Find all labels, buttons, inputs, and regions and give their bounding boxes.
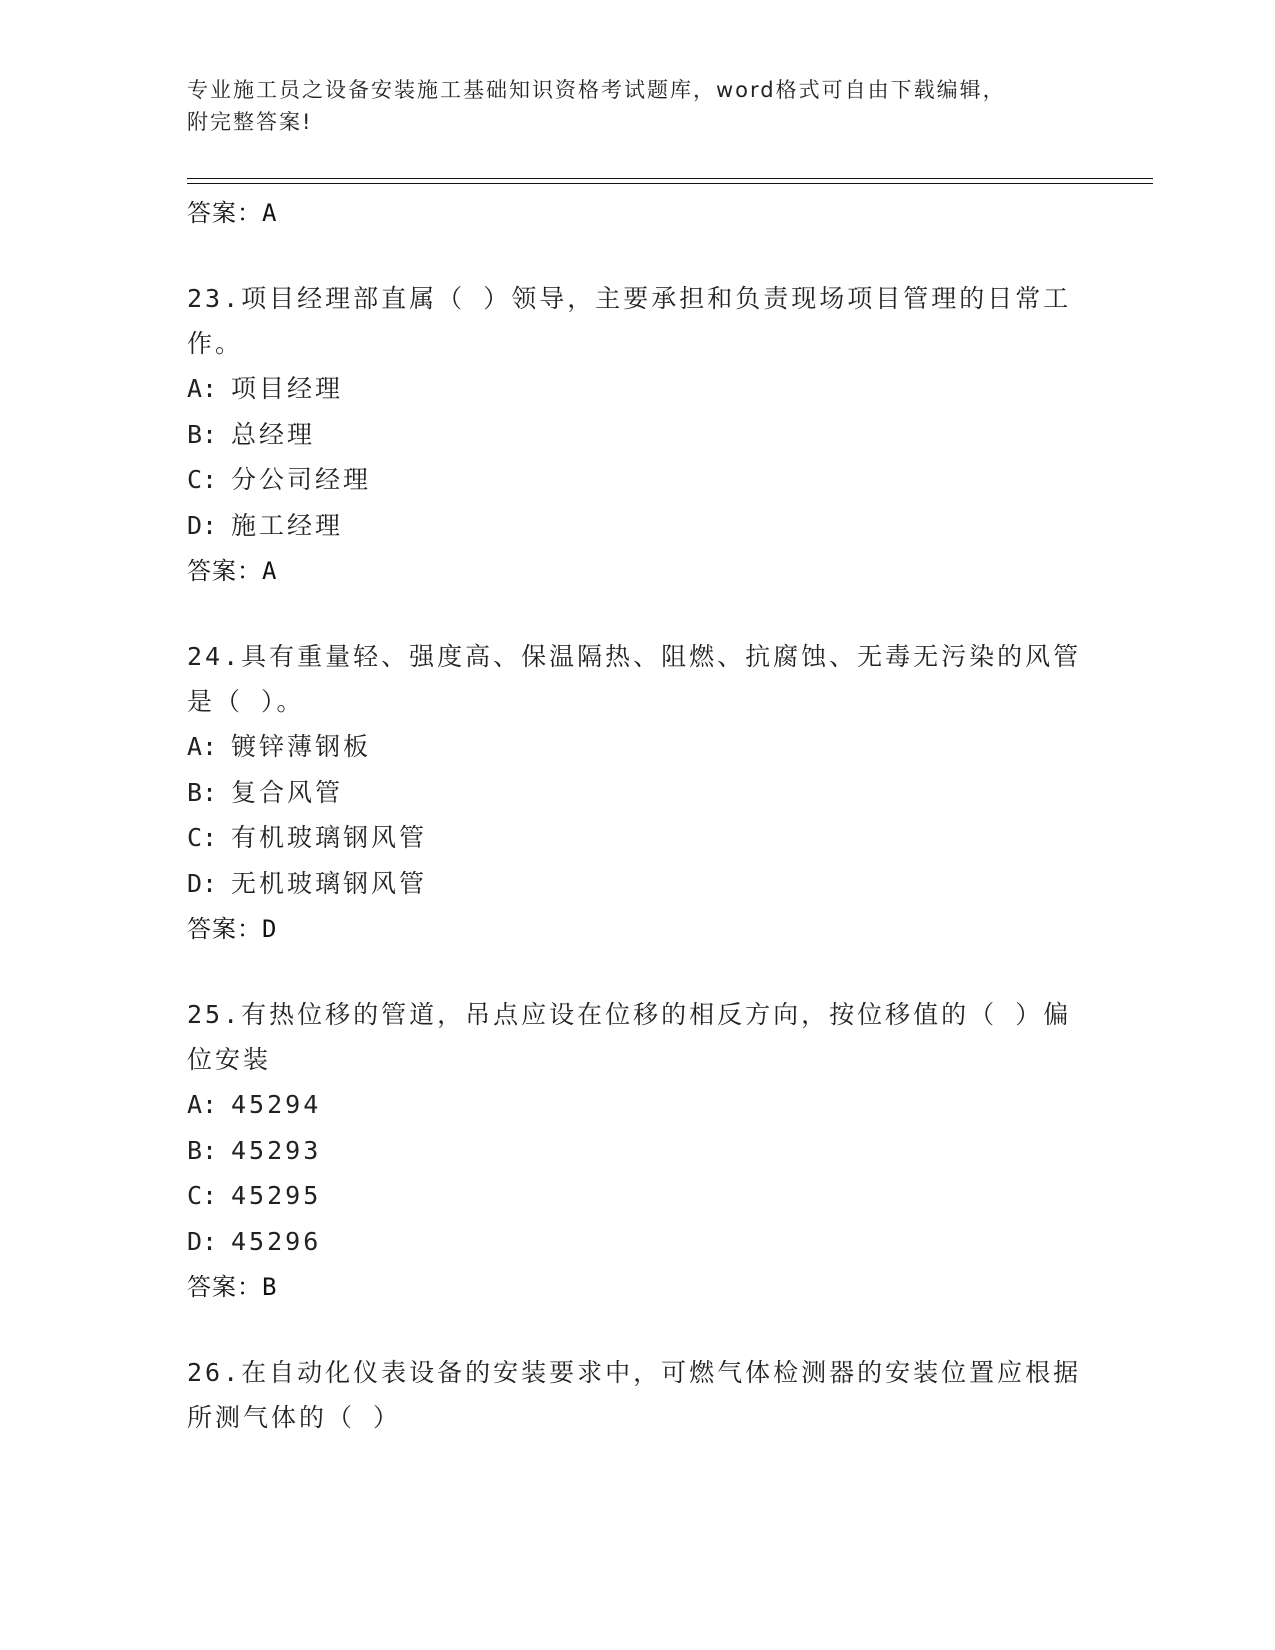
option-key: C: — [187, 465, 218, 494]
option-key: A: — [187, 732, 218, 761]
option-text: 45295 — [231, 1181, 322, 1210]
option-text: 45294 — [231, 1090, 322, 1119]
question-stem: 24.具有重量轻、强度高、保温隔热、阻燃、抗腐蚀、无毒无污染的风管是（ ）。 — [187, 642, 1082, 716]
question-block — [187, 1350, 1087, 1440]
header-divider-top — [187, 178, 1153, 179]
question-stem: 25.有热位移的管道，吊点应设在位移的相反方向，按位移值的（ ）偏位安装 — [187, 1000, 1072, 1074]
option-d — [187, 1219, 1087, 1265]
document-header — [187, 74, 1067, 138]
option-key: A: — [187, 1090, 218, 1119]
option-text: 总经理 — [231, 419, 316, 449]
header-line-2: 附完整答案! — [187, 110, 313, 134]
option-text: 45293 — [231, 1135, 322, 1165]
option-text: 施工经理 — [231, 510, 344, 540]
answer-label: 答案： — [187, 199, 262, 227]
answer-line — [187, 548, 1087, 594]
option-b — [187, 412, 1087, 458]
answer-value: B — [262, 1273, 280, 1301]
answer-value: A — [262, 199, 277, 227]
question-list — [187, 190, 1087, 1440]
option-text: 镀锌薄钢板 — [231, 732, 372, 761]
option-key: A: — [187, 374, 218, 403]
option-text: 无机玻璃钢风管 — [231, 868, 428, 898]
option-a — [187, 724, 1087, 770]
option-d — [187, 503, 1087, 549]
option-key: C: — [187, 823, 218, 852]
question-block — [187, 992, 1087, 1310]
answer-label: 答案： — [187, 915, 262, 943]
option-key: B: — [187, 777, 218, 807]
answer-label: 答案： — [187, 1273, 262, 1301]
option-c — [187, 457, 1087, 503]
answer-value: A — [262, 557, 280, 585]
question-stem: 23.项目经理部直属（ ）领导，主要承担和负责现场项目管理的日常工作。 — [187, 284, 1072, 358]
answer-label: 答案： — [187, 557, 262, 585]
header-divider-bottom — [187, 183, 1153, 184]
option-text: 45296 — [231, 1226, 322, 1256]
header-line-1: 专业施工员之设备安装施工基础知识资格考试题库，word格式可自由下载编辑， — [187, 78, 1006, 102]
option-key: C: — [187, 1181, 218, 1210]
answer-line — [187, 906, 1087, 952]
option-c — [187, 1173, 1087, 1219]
option-text: 有机玻璃钢风管 — [231, 823, 428, 852]
option-key: B: — [187, 1135, 218, 1165]
option-key: D: — [187, 1226, 218, 1256]
option-text: 分公司经理 — [231, 465, 372, 494]
option-key: D: — [187, 868, 218, 898]
option-c — [187, 815, 1087, 861]
option-a — [187, 1082, 1087, 1128]
answer-line — [187, 1264, 1087, 1310]
option-b — [187, 1128, 1087, 1174]
question-stem: 26.在自动化仪表设备的安装要求中，可燃气体检测器的安装位置应根据所测气体的（ ） — [187, 1358, 1082, 1432]
question-block — [187, 276, 1087, 594]
answer-value: D — [262, 915, 280, 943]
option-b — [187, 770, 1087, 816]
option-text: 复合风管 — [231, 777, 344, 807]
option-d — [187, 861, 1087, 907]
option-key: B: — [187, 419, 218, 449]
answer-line — [187, 190, 1087, 236]
option-key: D: — [187, 510, 218, 540]
option-a — [187, 366, 1087, 412]
question-block — [187, 634, 1087, 952]
option-text: 项目经理 — [231, 374, 344, 403]
